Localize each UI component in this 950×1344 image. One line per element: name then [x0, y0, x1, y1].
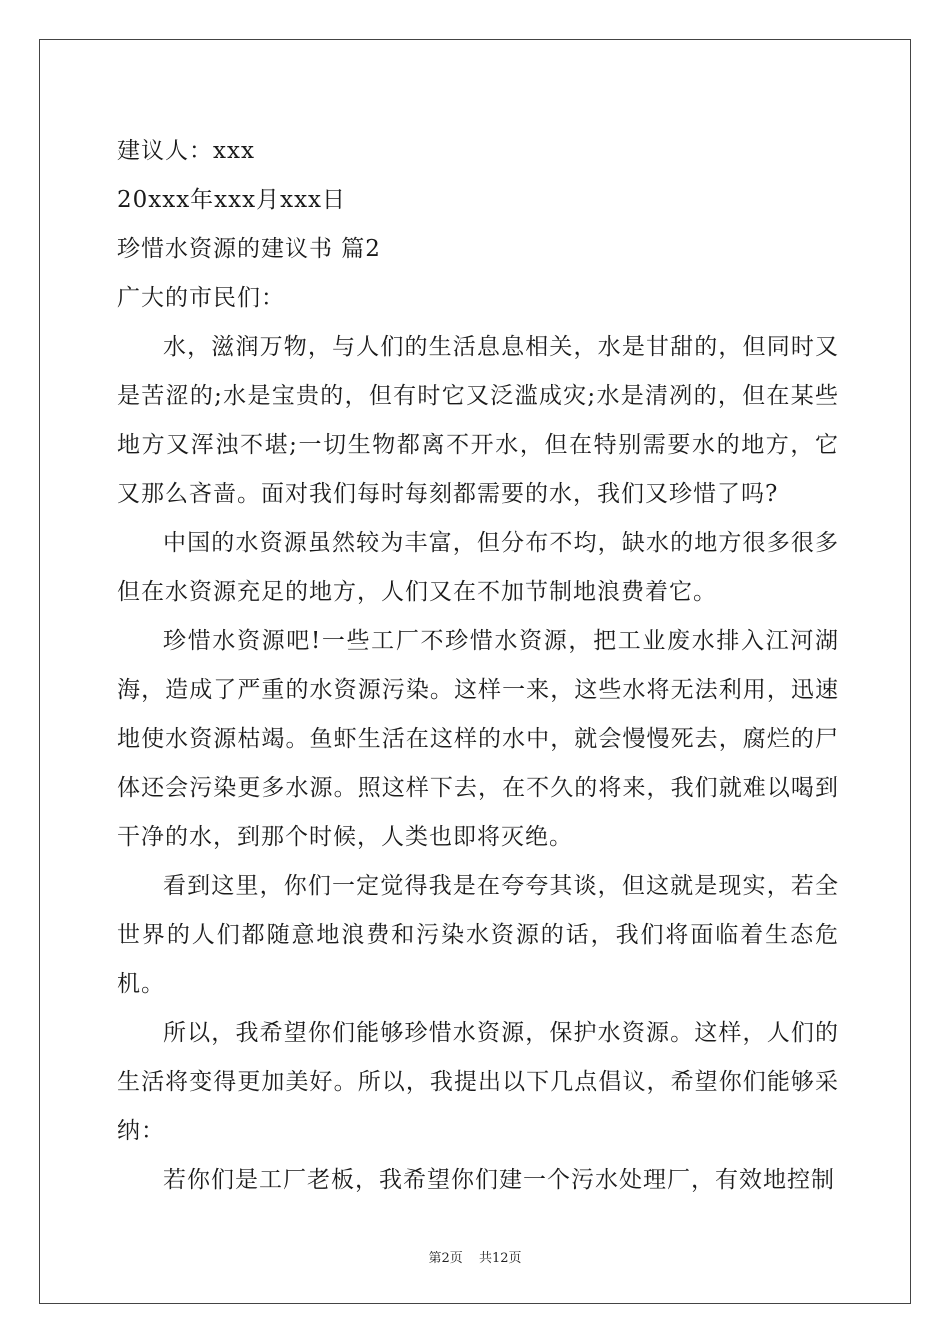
date-line: 20xxx年xxx月xxx日 [117, 187, 347, 213]
paragraph: 珍惜水资源吧!一些工厂不珍惜水资源，把工业废水排入江河湖海，造成了严重的水资源污染。这样一来，这些水将无法利用，迅速地使水资源枯竭。鱼虾生活在这样的水中，就会慢慢死去，腐烂的尸体还会污染更多水源。照这样下去，在不久的将来，我们就难以喝到干净的水，到那个时候，人类也即将灭绝。 [117, 628, 839, 850]
page-number: 第2页 [428, 1251, 463, 1266]
signer-line: 建议人：xxx [117, 138, 255, 164]
section-title: 珍惜水资源的建议书 篇2 [117, 236, 381, 262]
document-body [117, 127, 839, 1205]
paragraph: 中国的水资源虽然较为丰富，但分布不均，缺水的地方很多很多但在水资源充足的地方，人们又在不加节制地浪费着它。 [117, 530, 839, 605]
salutation: 广大的市民们： [117, 285, 285, 311]
paragraph: 若你们是工厂老板，我希望你们建一个污水处理厂，有效地控制 [163, 1167, 835, 1193]
page-footer [0, 1247, 950, 1266]
page-total: 共12页 [478, 1251, 522, 1266]
paragraph: 所以，我希望你们能够珍惜水资源，保护水资源。这样，人们的生活将变得更加美好。所以，我提出以下几点倡议，希望你们能够采纳： [117, 1020, 839, 1144]
paragraph: 看到这里，你们一定觉得我是在夸夸其谈，但这就是现实，若全世界的人们都随意地浪费和污染水资源的话，我们将面临着生态危机。 [117, 873, 839, 997]
paragraph: 水，滋润万物，与人们的生活息息相关，水是甘甜的，但同时又是苦涩的;水是宝贵的，但有时它又泛滥成灾;水是清冽的，但在某些地方又浑浊不堪;一切生物都离不开水，但在特别需要水的地方，它又那么吝啬。面对我们每时每刻都需要的水，我们又珍惜了吗? [117, 334, 839, 507]
